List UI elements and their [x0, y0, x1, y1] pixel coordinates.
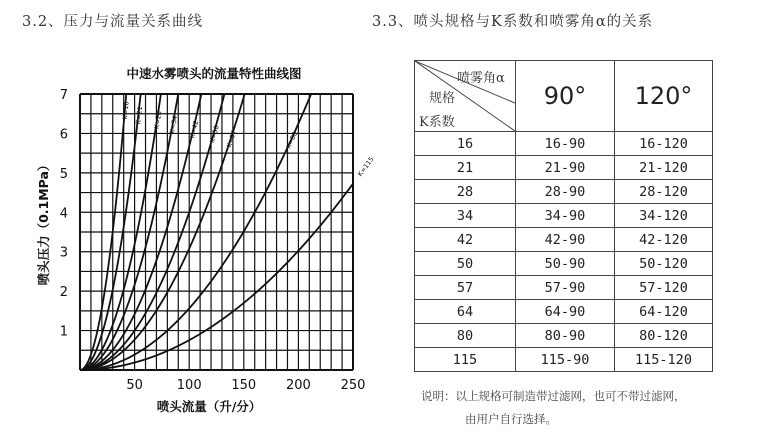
note-line-1: 说明：以上规格可制造带过滤网，也可不带过滤网， [421, 389, 686, 403]
cell-spec-120: 64-120 [615, 300, 713, 324]
cell-k-factor: 16 [415, 132, 516, 156]
y-tick-label: 2 [59, 285, 68, 301]
note-line-2: 由用户自行选择。 [465, 412, 557, 426]
y-tick-label: 1 [59, 324, 68, 340]
curve-label-k-42: K=42 [188, 119, 201, 140]
table-row [415, 276, 713, 300]
cell-spec-90: 21-90 [516, 156, 615, 180]
cell-spec-90: 34-90 [516, 204, 615, 228]
curve-label-k-80: K=80 [284, 130, 300, 151]
corner-label-k-factor: K系数 [419, 115, 455, 130]
y-tick-label: 6 [59, 127, 68, 143]
curve-label-k-21: K=21 [134, 105, 145, 125]
x-tick-label: 100 [176, 378, 202, 393]
curve-label-k-16: K=16 [121, 101, 131, 120]
y-tick-label: 7 [59, 88, 68, 103]
cell-k-factor: 28 [415, 180, 516, 204]
table-row [415, 324, 713, 348]
table-corner-cell [415, 61, 516, 132]
y-tick-label: 5 [59, 166, 68, 182]
header-angle-90: 90° [516, 61, 615, 132]
chart-title: 中速水雾喷头的流量特性曲线图 [126, 66, 302, 81]
curve-label-k-115: K=115 [356, 155, 376, 178]
corner-label-spray-angle: 喷雾角α [457, 71, 505, 86]
cell-spec-120: 57-120 [615, 276, 713, 300]
cell-spec-120: 34-120 [615, 204, 713, 228]
cell-spec-90: 57-90 [516, 276, 615, 300]
nozzle-spec-table [414, 60, 713, 372]
cell-k-factor: 80 [415, 324, 516, 348]
table-row [415, 300, 713, 324]
table-row [415, 132, 713, 156]
x-tick-label: 250 [340, 378, 366, 393]
cell-spec-90: 64-90 [516, 300, 615, 324]
table-note [421, 385, 686, 431]
x-axis-label: 喷头流量（升/分） [156, 399, 262, 414]
y-tick-label: 3 [59, 245, 68, 261]
y-axis-label: 喷头压力（0.1MPa） [36, 158, 51, 286]
cell-k-factor: 34 [415, 204, 516, 228]
table-row [415, 348, 713, 372]
x-tick-label: 150 [231, 378, 257, 393]
cell-spec-90: 80-90 [516, 324, 615, 348]
cell-k-factor: 64 [415, 300, 516, 324]
curve-label-k-57: K=57 [225, 129, 239, 149]
table-header-row [415, 61, 713, 132]
cell-spec-120: 80-120 [615, 324, 713, 348]
cell-spec-90: 42-90 [516, 228, 615, 252]
corner-label-spec: 规格 [429, 91, 456, 106]
x-tick-label: 50 [126, 378, 143, 393]
table-row [415, 252, 713, 276]
cell-spec-90: 16-90 [516, 132, 615, 156]
cell-k-factor: 21 [415, 156, 516, 180]
section-heading-pressure-flow: 3.2、压力与流量关系曲线 [22, 14, 204, 30]
curve-k-115 [80, 184, 353, 370]
cell-spec-120: 42-120 [615, 228, 713, 252]
table-body [415, 132, 713, 372]
chart-curve-labels [121, 101, 375, 178]
x-tick-label: 200 [285, 378, 311, 393]
y-tick-label: 4 [59, 206, 68, 222]
section-heading-nozzle-spec: 3.3、喷头规格与K系数和喷雾角α的关系 [372, 14, 654, 30]
header-angle-120: 120° [615, 61, 713, 132]
table-row [415, 156, 713, 180]
cell-k-factor: 57 [415, 276, 516, 300]
cell-spec-90: 28-90 [516, 180, 615, 204]
cell-spec-120: 16-120 [615, 132, 713, 156]
table-row [415, 180, 713, 204]
cell-k-factor: 115 [415, 348, 516, 372]
cell-spec-90: 115-90 [516, 348, 615, 372]
curve-label-k-34: K=34 [168, 115, 180, 135]
table-row [415, 204, 713, 228]
table-row [415, 228, 713, 252]
curve-label-k-50: K=50 [208, 124, 221, 144]
cell-k-factor: 42 [415, 228, 516, 252]
cell-spec-90: 50-90 [516, 252, 615, 276]
cell-spec-120: 115-120 [615, 348, 713, 372]
cell-spec-120: 28-120 [615, 180, 713, 204]
curve-label-k-28: K=28 [152, 110, 164, 130]
cell-spec-120: 21-120 [615, 156, 713, 180]
cell-spec-120: 50-120 [615, 252, 713, 276]
cell-k-factor: 50 [415, 252, 516, 276]
